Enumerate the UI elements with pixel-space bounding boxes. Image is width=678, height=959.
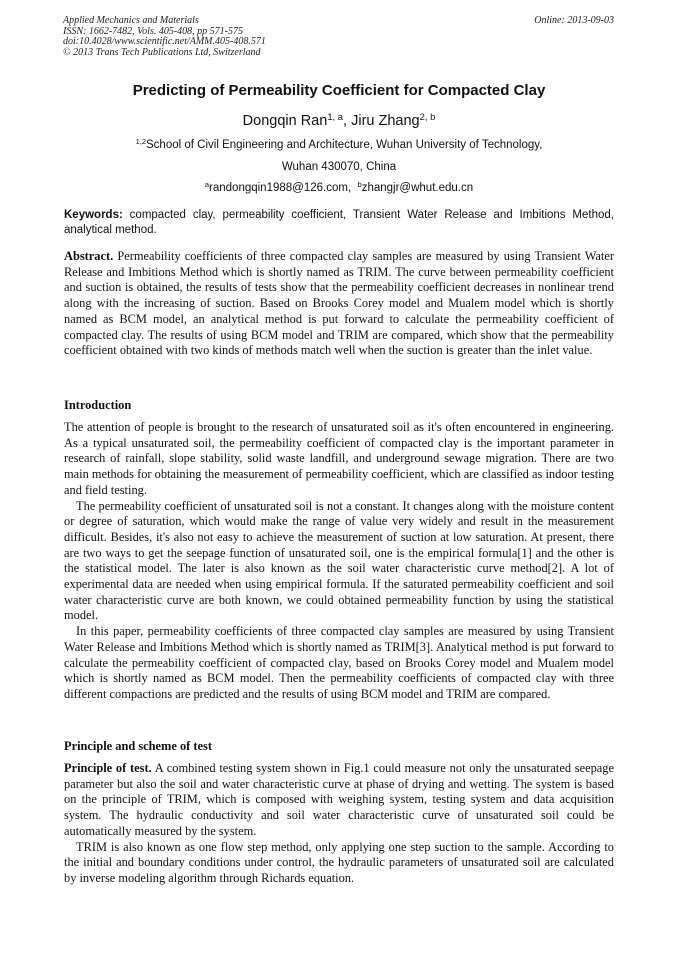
issn-line: ISSN: 1662-7482, Vols. 405-408, pp 571-575 <box>63 25 243 37</box>
affiliation-text: School of Civil Engineering and Architecture, Wuhan University of Technology, <box>146 139 543 151</box>
paragraph: The permeability coefficient of unsaturated soil is not a constant. It changes along with the moisture content or degree of saturation, which would make the range of value very widely and result in the measurement difficult. Besides, it's also not easy to achieve the measurement of suction at low saturation. At present, there are two ways to get the seepage function of unsaturated soil, one is the empirical formula[1] and the other is the statistical model. The later is also known as the soil water characteristic curve method[2]. A lot of experimental data are needed when using empirical formula. If the saturated permeability coefficient and soil water characteristic curve are both known, we could obtained permeability function by using the statistical model. <box>64 498 614 623</box>
keywords-text: compacted clay, permeability coefficient, Transient Water Release and Imbitions Method, analytical method. <box>64 209 614 236</box>
paragraph: A combined testing system shown in Fig.1 could measure not only the unsaturated seepage parameter but also the soil and water characteristic curve at phase of drying and wetting. The system is based on the principle of TRIM, which is composed with weighing system, testing system and data acquisition system. The hydraulic conductivity and soil water characteristic curve of unsaturated soil could be automatically measured by the system. <box>64 761 614 838</box>
author-line <box>40 112 638 130</box>
abstract-label: Abstract. <box>64 249 114 263</box>
paragraph: In this paper, permeability coefficients of three compacted clay samples are measured by using Transient Water Release and Imbitions Method which is shortly named as TRIM[3]. Analytical method is put forward to calculate the permeability coefficient of compacted clay, based on Brooks Corey model and Mualem model which is shortly named as BCM model. Then the permeability coefficients of compacted clay with three different compactions are predicted and the results of using BCM model and TRIM are compared. <box>64 624 614 701</box>
paragraph: TRIM is also known as one flow step method, only applying one step suction to the sample. According to the initial and boundary conditions under control, the hydraulic parameters of unsaturated soil are calculated by inverse modeling algorithm through Richards equation. <box>64 839 614 885</box>
introduction-section <box>64 420 614 703</box>
email-line <box>40 181 638 195</box>
journal-name: Applied Mechanics and Materials <box>63 15 199 26</box>
affiliation-line <box>40 138 638 152</box>
subsection-label: Principle of test. <box>64 761 152 775</box>
author-superscript: 2, b <box>419 110 436 122</box>
email-superscript: b <box>357 179 362 189</box>
paper-title: Predicting of Permeability Coefficient for Compacted Clay <box>132 82 546 99</box>
doi-line: doi:10.4028/www.scientific.net/AMM.405-408.571 <box>63 36 266 47</box>
journal-header <box>63 16 266 58</box>
copyright-line: © 2013 Trans Tech Publications Ltd, Switzerland <box>63 46 261 58</box>
affiliation-city: Wuhan 430070, China <box>281 161 397 173</box>
principle-section <box>64 761 614 887</box>
online-date: Online: 2013-09-03 <box>534 15 614 26</box>
email-superscript: a <box>204 179 210 189</box>
section-heading: Principle and scheme of test <box>64 739 212 753</box>
email-address: zhangjr@whut.edu.cn <box>361 182 474 194</box>
author-name: Dongqin Ran <box>242 113 328 129</box>
abstract-block <box>64 249 614 359</box>
paragraph: The attention of people is brought to the research of unsaturated soil as it's often encountered in engineering. As a typical unsaturated soil, the permeability coefficient of compacted clay is the important parameter in research of rainfall, slope stability, solid waste landfill, and underground sewage migration. There are two main methods for obtaining the measurement of permeability coefficient, which are classified as indoor testing and field testing. <box>64 420 614 497</box>
section-heading: Introduction <box>64 398 132 412</box>
keywords-block <box>64 208 614 238</box>
author-name: Jiru Zhang <box>351 113 420 129</box>
email-address: randongqin1988@126.com, <box>209 182 352 194</box>
author-separator: , <box>343 113 352 129</box>
affiliation-superscript: 1,2 <box>135 136 147 146</box>
abstract-text: Permeability coefficients of three compacted clay samples are measured by using Transient Water Release and Imbitions Method which is shortly named as TRIM. The curve between permeability coefficient and suction is obtained, the results of tests show that the permeability coefficient decreases in nonlinear trend along with the increasing of suction. Based on Brooks Corey model and Mualem model which is shortly named as BCM model, an analytical method is put forward to calculate the permeability coefficient of compacted clay. The results of using BCM model and TRIM are compared, which show that the permeability coefficient obtained with two kinds of methods match well when the suction is greater than the inlet value. <box>64 249 614 358</box>
author-superscript: 1, a <box>327 110 344 122</box>
keywords-label: Keywords: <box>64 209 123 221</box>
